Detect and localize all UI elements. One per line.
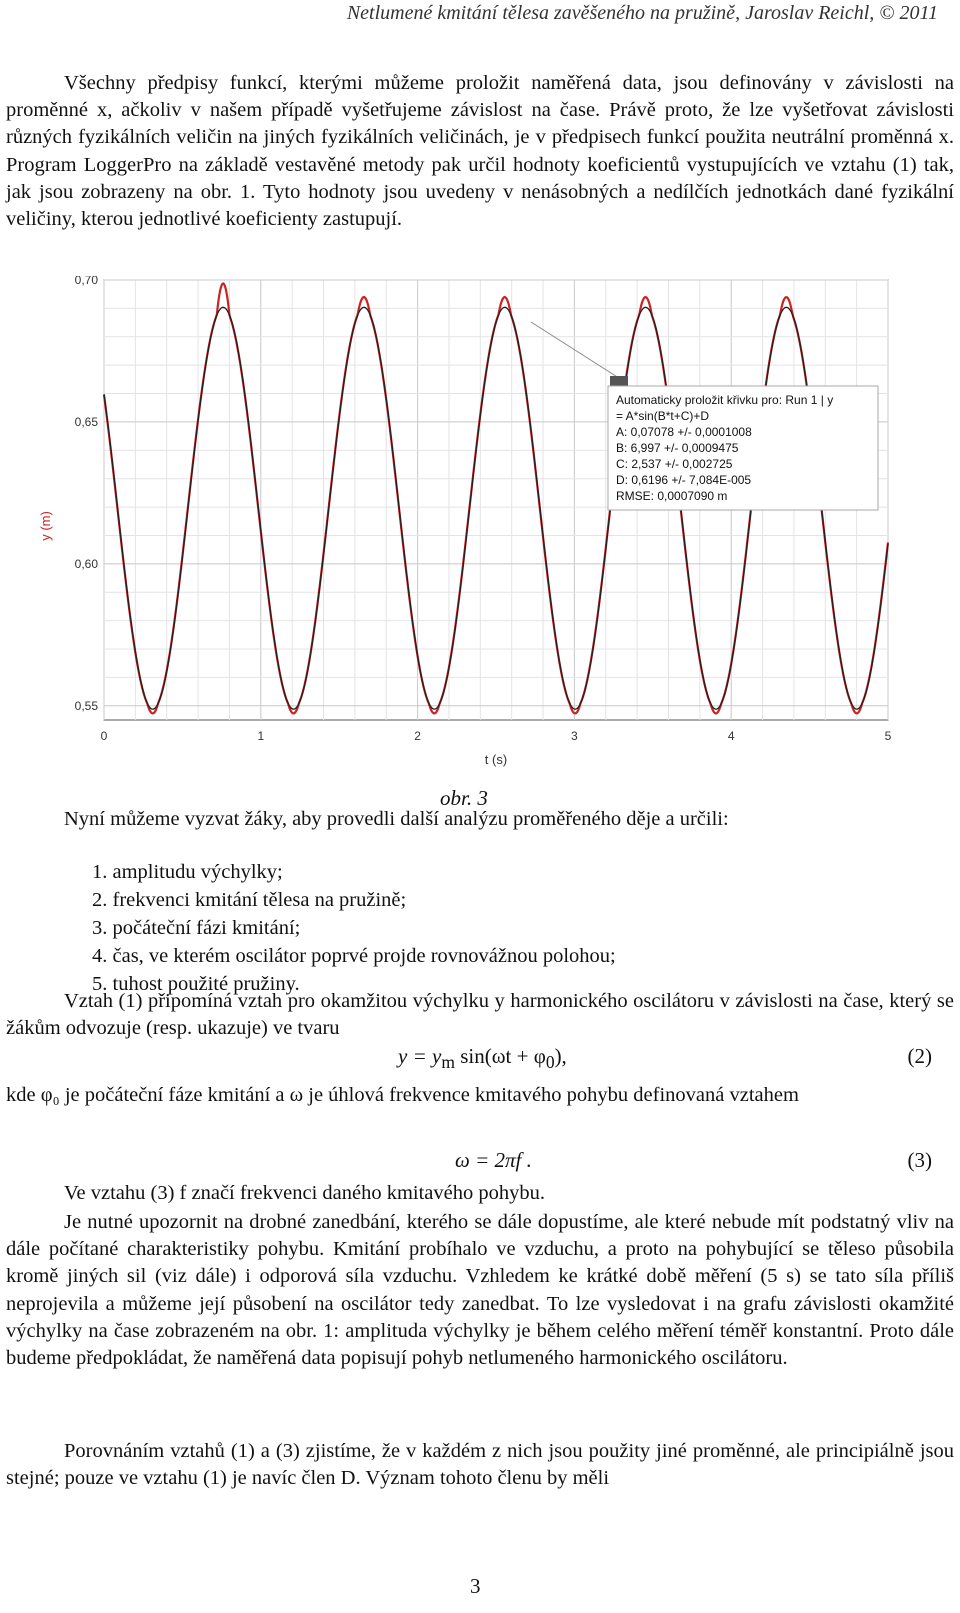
paragraph-definition: kde φ₀ je počáteční fáze kmitání a ω je úhlová frekvence kmitavého pohybu definovaná vztahem <box>6 1084 799 1106</box>
paragraph-relation: Vztah (1) připomíná vztah pro okamžitou výchylku y harmonického oscilátoru v závislosti na čase, který se žákům odvozuje (resp. ukazuje) ve tvaru <box>6 990 954 1040</box>
x-axis-label: t (s) <box>484 752 508 767</box>
y-axis-label: y (m) <box>38 511 53 541</box>
equation-3 <box>455 1148 532 1173</box>
list-item: 5. tuhost použité pružiny. <box>92 973 300 995</box>
x-tick-label: 2 <box>414 729 421 743</box>
list-item: 1. amplitudu výchylky; <box>92 861 283 883</box>
eq2-sub0: 0 <box>545 1052 555 1073</box>
eq3-text: ω = 2πf . <box>455 1148 532 1172</box>
y-tick-label: 0,65 <box>74 414 98 429</box>
x-tick-label: 5 <box>884 729 892 743</box>
paragraph-damping: Je nutné upozornit na drobné zanedbání, kterého se dále dopustíme, ale které nebude mít podstatný vliv na dále počítané charakteristiky pohybu. Kmitání probíhalo ve vzduchu, a proto na pohybující se těleso působila kromě jiných sil (viz dále) i odporová síla vzduchu. Vzhledem ke krátké době měření (5 s) se tato síla příliš neprojevila a můžeme její působení na oscilátor tedy zanedbat. To lze vysledovat i na grafu závislosti okamžité výchylky na čase zobrazeném na obr. 1: amplituda výchylky je během celého měření téměř konstantní. Proto dále budeme předpokládat, že naměřená data popisují pohyb netlumeného harmonického oscilátoru. <box>6 1211 954 1370</box>
eq2-lhs: y = y <box>398 1044 442 1068</box>
x-tick-label: 1 <box>257 729 265 743</box>
y-ticks <box>75 276 99 713</box>
y-tick-label: 0,70 <box>74 276 98 287</box>
list-item: 3. počáteční fázi kmitání; <box>92 917 301 939</box>
equation-3-number: (3) <box>907 1148 932 1172</box>
figure-caption: obr. 3 <box>440 786 488 810</box>
paragraph-frequency: Ve vztahu (3) f značí frekvenci daného kmitavého pohybu. <box>64 1182 545 1204</box>
running-header <box>347 2 938 25</box>
fit-annotation-line: B: 6,997 +/- 0,0009475 <box>616 441 739 455</box>
fit-annotation-line: A: 0,07078 +/- 0,0001008 <box>616 425 752 439</box>
fit-annotation-line: RMSE: 0,0007090 m <box>616 489 728 503</box>
y-tick-label: 0,55 <box>74 698 98 713</box>
header-author: , Jaroslav Reichl, © 2011 <box>735 2 938 24</box>
oscillation-chart <box>36 276 900 770</box>
fit-annotation-line: C: 2,537 +/- 0,002725 <box>616 457 733 471</box>
x-tick-label: 4 <box>727 729 735 743</box>
x-ticks <box>101 729 892 743</box>
paragraph-comparison: Porovnáním vztahů (1) a (3) zjistíme, že v každém z nich jsou použity jiné proměnné, ale principiálně jsou stejné; pouze ve vztahu (1) je navíc člen D. Význam tohoto členu by měli <box>6 1440 954 1490</box>
equation-2 <box>398 1044 567 1073</box>
equation-2-number: (2) <box>907 1044 932 1068</box>
page-number: 3 <box>470 1574 481 1598</box>
header-title: Netlumené kmitání tělesa zavěšeného na pružině <box>346 2 736 24</box>
task-list <box>92 858 616 998</box>
eq2-sub: m <box>441 1052 455 1073</box>
eq2-end: ), <box>554 1044 567 1068</box>
x-tick-label: 3 <box>571 729 578 743</box>
fit-annotation-line: Automaticky proložit křivku pro: Run 1 | y <box>616 393 834 407</box>
fit-annotation-line: = A*sin(B*t+C)+D <box>616 409 710 423</box>
annotation-handle[interactable] <box>610 376 628 386</box>
eq2-rhs: sin(ωt + φ <box>454 1044 546 1068</box>
paragraph-tasks: Nyní můžeme vyzvat žáky, aby provedli další analýzu proměřeného děje a určili: <box>64 808 729 830</box>
paragraph-intro: Všechny předpisy funkcí, kterými můžeme proložit naměřená data, jsou definovány v závislosti na proměnné x, ačkoliv v našem případě vyšetřujeme závislost na čase. Právě proto, že lze vyšetřovat závislosti různých fyzikálních veličin na jiných fyzikálních veličinách, je v předpisech funkcí použita neutrální proměnná x. Program LoggerPro na základě vestavěné metody pak určil hodnoty koeficientů vystupujících ve vztahu (1) tak, jak jsou zobrazeny na obr. 1. Tyto hodnoty jsou uvedeny v nenásobných a nedílčích jednotkách dané fyzikální veličiny, kterou jednotlivé koeficienty zastupují. <box>6 72 954 231</box>
x-tick-label: 0 <box>100 729 108 743</box>
fit-annotation-line: D: 0,6196 +/- 7,084E-005 <box>616 473 752 487</box>
list-item: 4. čas, ve kterém oscilátor poprvé projde rovnovážnou polohou; <box>92 945 616 967</box>
y-tick-label: 0,60 <box>74 556 98 571</box>
list-item: 2. frekvenci kmitání tělesa na pružině; <box>92 889 407 911</box>
